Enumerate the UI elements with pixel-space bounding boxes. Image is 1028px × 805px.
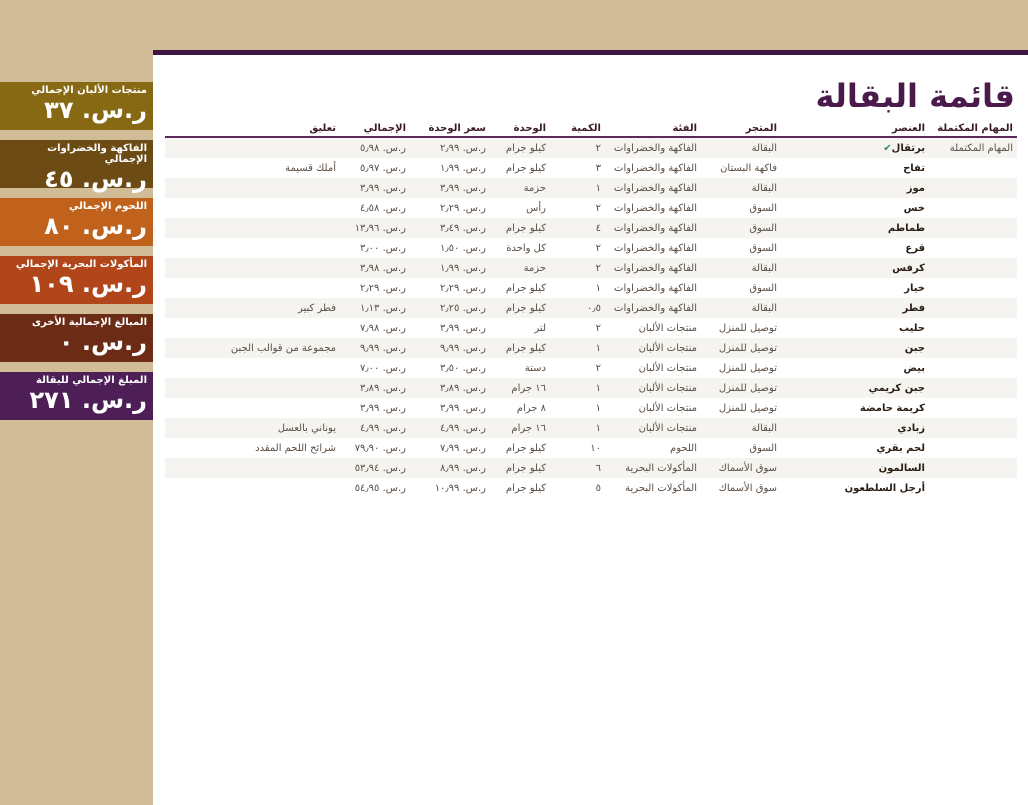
cell-total[interactable]: ر.س. ٥٣٫٩٤ xyxy=(340,458,410,478)
cell-item[interactable] xyxy=(781,178,929,198)
cell-note[interactable] xyxy=(165,218,340,238)
cell-item[interactable] xyxy=(781,258,929,278)
table-row[interactable] xyxy=(165,458,1017,478)
item-name: السالمون xyxy=(878,462,925,474)
cell-note[interactable] xyxy=(165,238,340,258)
cell-note[interactable] xyxy=(165,398,340,418)
table-row[interactable] xyxy=(165,478,1017,498)
cell-unit-price[interactable]: ر.س. ٨٫٩٩ xyxy=(410,458,490,478)
cell-quantity[interactable]: ١ xyxy=(550,338,605,358)
cell-note[interactable] xyxy=(165,458,340,478)
cell-unit-price[interactable]: ر.س. ٧٫٩٩ xyxy=(440,442,486,454)
cell-store[interactable]: السوق xyxy=(749,242,777,254)
item-name: خس xyxy=(903,202,925,214)
cell-unit-price[interactable]: ر.س. ٤٫٩٩ xyxy=(410,418,490,438)
summary-value: ر.س. ٣٧ xyxy=(44,96,147,124)
cell-unit-price[interactable]: ر.س. ٣٫٩٩ xyxy=(440,402,486,414)
item-name: جبن xyxy=(904,342,925,354)
cell-item[interactable] xyxy=(781,398,929,418)
item-name: تفاح xyxy=(903,162,925,174)
cell-quantity[interactable]: ٦ xyxy=(550,458,605,478)
summary-label: المأكولات البحرية الإجمالي xyxy=(15,259,147,270)
cell-quantity[interactable]: ٢ xyxy=(595,202,601,214)
summary-card xyxy=(0,82,153,130)
summary-label: اللحوم الإجمالي xyxy=(69,201,147,212)
cell-note[interactable] xyxy=(165,178,340,198)
cell-quantity[interactable]: ٥ xyxy=(595,482,601,494)
cell-unit[interactable]: دستة xyxy=(524,362,546,374)
cell-store[interactable]: السوق xyxy=(701,218,781,238)
cell-total[interactable]: ر.س. ٧٩٫٩٠ xyxy=(354,442,406,454)
cell-note[interactable]: أملك قسيمة xyxy=(285,162,336,174)
cell-category[interactable]: المأكولات البحرية xyxy=(605,458,701,478)
cell-unit[interactable]: كيلو جرام xyxy=(505,442,546,454)
cell-store[interactable]: البقالة xyxy=(701,418,781,438)
item-name: جبن كريمي xyxy=(868,382,925,394)
cell-category[interactable]: منتجات الألبان xyxy=(605,378,701,398)
cell-item[interactable] xyxy=(781,298,929,318)
summary-card xyxy=(0,372,153,420)
cell-completed[interactable] xyxy=(929,378,1017,398)
summary-label: الفاكهة والخضراوات الإجمالي xyxy=(47,143,147,165)
cell-quantity[interactable]: ٢ xyxy=(595,322,601,334)
item-name: أرجل السلطعون xyxy=(844,482,925,494)
cell-item[interactable] xyxy=(781,158,929,178)
cell-unit[interactable]: كيلو جرام xyxy=(505,282,546,294)
cell-unit[interactable]: ١٦ جرام xyxy=(490,418,550,438)
cell-completed[interactable] xyxy=(929,458,1017,478)
table-header-row xyxy=(165,121,1017,137)
cell-unit-price[interactable]: ر.س. ١٫٥٠ xyxy=(440,242,486,254)
table-row[interactable] xyxy=(165,358,1017,378)
cell-unit-price[interactable]: ر.س. ٢٫٢٩ xyxy=(440,282,486,294)
summary-value: ر.س. ٨٠ xyxy=(44,212,147,240)
cell-category[interactable]: الفاكهة والخضراوات xyxy=(605,137,701,158)
cell-quantity[interactable]: ١ xyxy=(595,282,601,294)
column-header-total[interactable]: الإجمالي xyxy=(340,121,410,137)
cell-store[interactable]: السوق xyxy=(749,202,777,214)
cell-unit-price[interactable]: ر.س. ٣٫٩٩ xyxy=(440,322,486,334)
cell-item[interactable] xyxy=(781,338,929,358)
cell-unit-price[interactable]: ر.س. ٣٫٩٩ xyxy=(410,178,490,198)
cell-unit[interactable]: كل واحدة xyxy=(506,242,546,254)
cell-store[interactable]: فاكهة البستان xyxy=(720,162,777,174)
cell-note[interactable]: يوناني بالعسل xyxy=(165,418,340,438)
cell-total[interactable]: ر.س. ٣٫٨٩ xyxy=(340,378,410,398)
cell-item[interactable] xyxy=(781,238,929,258)
cell-total[interactable]: ر.س. ٣٫٠٠ xyxy=(360,242,406,254)
cell-category[interactable]: منتجات الألبان xyxy=(605,418,701,438)
item-name: كرفس xyxy=(892,262,925,274)
cell-quantity[interactable]: ٢ xyxy=(595,362,601,374)
cell-unit-price[interactable]: ر.س. ٩٫٩٩ xyxy=(410,338,490,358)
cell-category[interactable]: الفاكهة والخضراوات xyxy=(614,202,697,214)
cell-total[interactable]: ر.س. ٤٫٥٨ xyxy=(360,202,406,214)
cell-note[interactable] xyxy=(165,258,340,278)
cell-category[interactable]: منتجات الألبان xyxy=(605,338,701,358)
summary-card xyxy=(0,140,153,193)
checkmark-icon: ✔ xyxy=(883,142,892,154)
cell-total[interactable]: ر.س. ٥٫٩٨ xyxy=(340,137,410,158)
cell-unit[interactable]: حزمة xyxy=(490,258,550,278)
cell-store[interactable]: سوق الأسماك xyxy=(718,482,777,494)
cell-completed[interactable] xyxy=(929,478,1017,498)
cell-unit[interactable]: رأس xyxy=(526,202,546,214)
cell-item[interactable] xyxy=(781,378,929,398)
cell-store[interactable]: توصيل للمنزل xyxy=(718,362,777,374)
table-row[interactable] xyxy=(165,298,1017,318)
column-header-unit-price[interactable]: سعر الوحدة xyxy=(410,121,490,137)
cell-category[interactable]: الفاكهة والخضراوات xyxy=(614,282,697,294)
summary-card xyxy=(0,256,153,304)
cell-note[interactable]: فطر كبير xyxy=(165,298,340,318)
cell-unit[interactable]: لتر xyxy=(534,322,546,334)
cell-store[interactable]: البقالة xyxy=(701,298,781,318)
cell-quantity[interactable]: ٠٫٥ xyxy=(550,298,605,318)
cell-unit[interactable]: ١٦ جرام xyxy=(490,378,550,398)
cell-completed[interactable] xyxy=(929,178,1017,198)
cell-total[interactable]: ر.س. ٢٫٢٩ xyxy=(360,282,406,294)
cell-completed[interactable] xyxy=(929,438,1017,458)
cell-item[interactable] xyxy=(781,318,929,338)
item-name: فطر xyxy=(902,302,925,314)
cell-quantity[interactable]: ١ xyxy=(550,178,605,198)
item-name: كريمة حامضة xyxy=(859,402,925,414)
cell-total[interactable]: ر.س. ٣٫٩٩ xyxy=(360,402,406,414)
cell-unit[interactable]: كيلو جرام xyxy=(505,162,546,174)
item-name: قرع xyxy=(905,242,925,254)
cell-total[interactable]: ر.س. ٤٫٩٩ xyxy=(340,418,410,438)
cell-store[interactable]: السوق xyxy=(749,282,777,294)
item-name: لحم بقري xyxy=(876,442,925,454)
cell-quantity[interactable]: ٢ xyxy=(595,242,601,254)
item-name: حليب xyxy=(899,322,925,334)
item-name: موز xyxy=(906,182,925,194)
table-row[interactable] xyxy=(165,198,1017,218)
summary-value: ر.س. ١٠٩ xyxy=(29,270,147,298)
cell-unit[interactable]: حزمة xyxy=(490,178,550,198)
cell-unit[interactable]: كيلو جرام xyxy=(505,482,546,494)
table-row[interactable] xyxy=(165,137,1017,158)
cell-note[interactable] xyxy=(165,137,340,158)
cell-note[interactable] xyxy=(165,378,340,398)
cell-item[interactable] xyxy=(781,218,929,238)
column-header-unit[interactable]: الوحدة xyxy=(490,121,550,137)
item-name: زبادي xyxy=(897,422,925,434)
cell-unit-price[interactable]: ر.س. ١٠٫٩٩ xyxy=(434,482,486,494)
cell-item[interactable] xyxy=(781,137,929,158)
cell-completed[interactable] xyxy=(929,218,1017,238)
cell-store[interactable]: البقالة xyxy=(701,178,781,198)
cell-completed[interactable] xyxy=(929,298,1017,318)
cell-store[interactable]: البقالة xyxy=(701,137,781,158)
item-name: برتقال xyxy=(891,142,925,154)
cell-category[interactable]: الفاكهة والخضراوات xyxy=(614,242,697,254)
cell-total[interactable]: ر.س. ٣٫٩٨ xyxy=(340,258,410,278)
cell-completed[interactable] xyxy=(929,358,1017,378)
cell-category[interactable]: المأكولات البحرية xyxy=(625,482,697,494)
cell-total[interactable]: ر.س. ١٫١٣ xyxy=(340,298,410,318)
cell-quantity[interactable]: ١ xyxy=(550,378,605,398)
cell-completed[interactable] xyxy=(929,278,1017,298)
cell-completed[interactable] xyxy=(929,338,1017,358)
cell-completed[interactable] xyxy=(929,198,1017,218)
cell-category[interactable]: الفاكهة والخضراوات xyxy=(605,298,701,318)
cell-unit[interactable]: كيلو جرام xyxy=(490,338,550,358)
column-header-note[interactable]: تعليق xyxy=(165,121,340,137)
cell-category[interactable]: منتجات الألبان xyxy=(638,402,697,414)
table-row[interactable] xyxy=(165,178,1017,198)
cell-unit-price[interactable]: ر.س. ٣٫٥٠ xyxy=(440,362,486,374)
cell-note[interactable] xyxy=(165,278,340,298)
cell-completed[interactable] xyxy=(929,258,1017,278)
cell-quantity[interactable]: ١٠ xyxy=(590,442,601,454)
table-row[interactable] xyxy=(165,158,1017,178)
item-name: خيار xyxy=(904,282,925,294)
cell-total[interactable]: ر.س. ٩٫٩٩ xyxy=(340,338,410,358)
table-row[interactable] xyxy=(165,258,1017,278)
table-row[interactable] xyxy=(165,378,1017,398)
summary-value: ر.س. ٤٥ xyxy=(44,165,147,193)
grocery-list-panel xyxy=(153,50,1028,805)
table-row[interactable] xyxy=(165,318,1017,338)
summary-label: منتجات الألبان الإجمالي xyxy=(31,85,147,96)
summary-card xyxy=(0,314,153,362)
cell-store[interactable]: توصيل للمنزل xyxy=(701,378,781,398)
cell-total[interactable]: ر.س. ٥٤٫٩٥ xyxy=(354,482,406,494)
summary-card xyxy=(0,198,153,246)
cell-total[interactable]: ر.س. ٥٫٩٧ xyxy=(360,162,406,174)
table-row[interactable] xyxy=(165,438,1017,458)
cell-note[interactable] xyxy=(165,318,340,338)
cell-store[interactable]: السوق xyxy=(749,442,777,454)
column-header-store[interactable]: المتجر xyxy=(701,121,781,137)
table-row[interactable] xyxy=(165,398,1017,418)
cell-completed[interactable] xyxy=(929,238,1017,258)
column-header-item[interactable]: العنصر xyxy=(781,121,929,137)
cell-unit-price[interactable]: ر.س. ٣٫٨٩ xyxy=(410,378,490,398)
cell-unit-price[interactable]: ر.س. ٢٫٩٩ xyxy=(410,137,490,158)
cell-quantity[interactable]: ٤ xyxy=(550,218,605,238)
cell-store[interactable]: سوق الأسماك xyxy=(701,458,781,478)
cell-category[interactable]: اللحوم xyxy=(670,442,697,454)
cell-item[interactable] xyxy=(781,358,929,378)
cell-unit-price[interactable]: ر.س. ٣٫٤٩ xyxy=(410,218,490,238)
cell-category[interactable]: الفاكهة والخضراوات xyxy=(605,218,701,238)
cell-unit-price[interactable]: ر.س. ١٫٩٩ xyxy=(440,162,486,174)
cell-unit-price[interactable]: ر.س. ١٫٩٩ xyxy=(410,258,490,278)
cell-category[interactable]: منتجات الألبان xyxy=(638,362,697,374)
cell-completed[interactable] xyxy=(929,318,1017,338)
cell-unit[interactable]: كيلو جرام xyxy=(490,137,550,158)
cell-quantity[interactable]: ١ xyxy=(595,402,601,414)
cell-store[interactable]: توصيل للمنزل xyxy=(718,322,777,334)
cell-total[interactable]: ر.س. ٣٫٩٩ xyxy=(340,178,410,198)
cell-unit[interactable]: كيلو جرام xyxy=(490,298,550,318)
table-row[interactable] xyxy=(165,218,1017,238)
cell-item[interactable] xyxy=(781,478,929,498)
cell-completed[interactable] xyxy=(929,158,1017,178)
cell-quantity[interactable]: ١ xyxy=(550,418,605,438)
cell-unit[interactable]: كيلو جرام xyxy=(490,458,550,478)
cell-store[interactable]: توصيل للمنزل xyxy=(701,338,781,358)
cell-item[interactable] xyxy=(781,458,929,478)
cell-note[interactable] xyxy=(165,358,340,378)
completed-label: المهام المكتملة xyxy=(949,142,1013,154)
page-title: قائمة البقالة xyxy=(815,77,1015,115)
cell-total[interactable]: ر.س. ٧٫٠٠ xyxy=(360,362,406,374)
cell-category[interactable]: الفاكهة والخضراوات xyxy=(614,162,697,174)
table-row[interactable] xyxy=(165,338,1017,358)
cell-total[interactable]: ر.س. ١٣٫٩٦ xyxy=(340,218,410,238)
summary-value: ر.س. ٠ xyxy=(58,328,147,356)
cell-completed[interactable] xyxy=(929,398,1017,418)
cell-note[interactable] xyxy=(165,198,340,218)
grocery-table xyxy=(165,121,1017,498)
table-row[interactable] xyxy=(165,278,1017,298)
cell-quantity[interactable]: ٣ xyxy=(595,162,601,174)
cell-quantity[interactable]: ٢ xyxy=(550,137,605,158)
cell-store[interactable]: توصيل للمنزل xyxy=(718,402,777,414)
cell-unit[interactable]: كيلو جرام xyxy=(490,218,550,238)
cell-note[interactable]: مجموعة من قوالب الجبن xyxy=(165,338,340,358)
table-row[interactable] xyxy=(165,418,1017,438)
column-header-category[interactable]: الفئة xyxy=(605,121,701,137)
cell-completed[interactable] xyxy=(929,137,1017,158)
summary-label: المبالغ الإجمالية الأخرى xyxy=(31,317,147,328)
cell-category[interactable]: الفاكهة والخضراوات xyxy=(605,178,701,198)
column-header-completed[interactable]: المهام المكتملة xyxy=(929,121,1017,137)
cell-item[interactable] xyxy=(781,418,929,438)
summary-label: المبلغ الإجمالي للبقالة xyxy=(36,375,147,386)
cell-item[interactable] xyxy=(781,198,929,218)
cell-note[interactable] xyxy=(165,478,340,498)
cell-category[interactable]: الفاكهة والخضراوات xyxy=(605,258,701,278)
cell-item[interactable] xyxy=(781,278,929,298)
table-row[interactable] xyxy=(165,238,1017,258)
item-name: بيض xyxy=(903,362,925,374)
cell-quantity[interactable]: ٢ xyxy=(550,258,605,278)
summary-sidebar xyxy=(0,82,153,430)
cell-unit[interactable]: ٨ جرام xyxy=(516,402,546,414)
cell-unit-price[interactable]: ر.س. ٢٫٢٥ xyxy=(410,298,490,318)
item-name: طماطم xyxy=(887,222,925,234)
cell-unit-price[interactable]: ر.س. ٢٫٢٩ xyxy=(440,202,486,214)
cell-item[interactable] xyxy=(781,438,929,458)
summary-value: ر.س. ٢٧١ xyxy=(29,386,147,414)
cell-completed[interactable] xyxy=(929,418,1017,438)
column-header-quantity[interactable]: الكمية xyxy=(550,121,605,137)
cell-category[interactable]: منتجات الألبان xyxy=(638,322,697,334)
cell-note[interactable]: شرائح اللحم المقدد xyxy=(255,442,336,454)
cell-total[interactable]: ر.س. ٧٫٩٨ xyxy=(360,322,406,334)
cell-store[interactable]: البقالة xyxy=(701,258,781,278)
